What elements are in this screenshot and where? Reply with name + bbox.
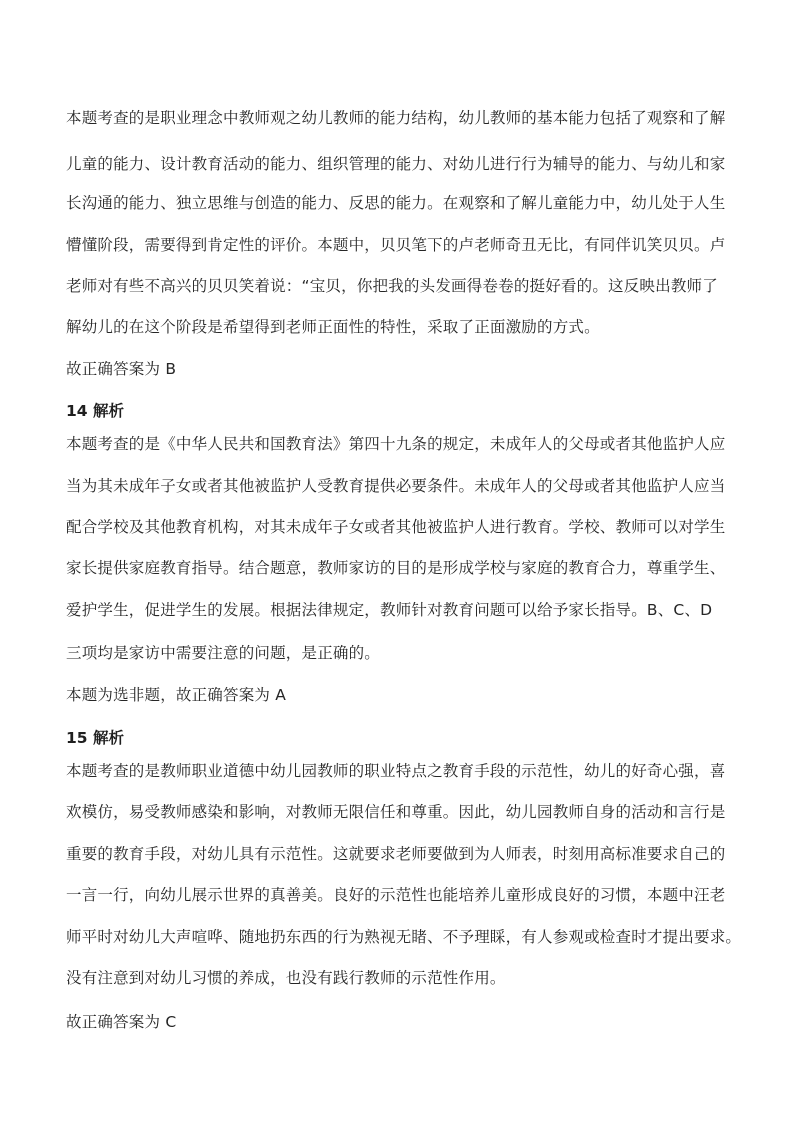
answer-line: 本题为选非题，故正确答案为 A	[66, 686, 287, 704]
answer-line: 故正确答案为 B	[66, 360, 177, 378]
section-heading: 15 解析	[66, 729, 124, 747]
paragraph-line: 本题考查的是《中华人民共和国教育法》第四十九条的规定，未成年人的父母或者其他监护人应	[66, 435, 726, 453]
section-heading: 14 解析	[66, 402, 124, 420]
paragraph-line: 本题考查的是教师职业道德中幼儿园教师的职业特点之教育手段的示范性，幼儿的好奇心强，喜	[66, 762, 726, 780]
paragraph-line: 家长提供家庭教育指导。结合题意，教师家访的目的是形成学校与家庭的教育合力，尊重学生、	[66, 559, 726, 577]
paragraph-line: 当为其未成年子女或者其他被监护人受教育提供必要条件。未成年人的父母或者其他监护人应当	[66, 477, 726, 495]
paragraph-line: 解幼儿的在这个阶段是希望得到老师正面性的特性，采取了正面激励的方式。	[66, 318, 600, 336]
paragraph-line: 欢模仿，易受教师感染和影响，对教师无限信任和尊重。因此，幼儿园教师自身的活动和言行是	[66, 803, 726, 821]
paragraph-line: 没有注意到对幼儿习惯的养成，也没有践行教师的示范性作用。	[66, 969, 506, 987]
paragraph-line: 老师对有些不高兴的贝贝笑着说：“宝贝，你把我的头发画得卷卷的挺好看的。这反映出教师了	[66, 277, 718, 295]
paragraph-line: 一言一行，向幼儿展示世界的真善美。良好的示范性也能培养儿童形成良好的习惯，本题中汪老	[66, 886, 726, 904]
paragraph-line: 儿童的能力、设计教育活动的能力、组织管理的能力、对幼儿进行行为辅导的能力、与幼儿和家	[66, 155, 726, 173]
paragraph-line: 爱护学生，促进学生的发展。根据法律规定，教师针对教育问题可以给予家长指导。B、C、D	[66, 601, 713, 619]
paragraph-line: 长沟通的能力、独立思维与创造的能力、反思的能力。在观察和了解儿童能力中，幼儿处于人生	[66, 194, 726, 212]
paragraph-line: 重要的教育手段，对幼儿具有示范性。这就要求老师要做到为人师表，时刻用高标准要求自己的	[66, 845, 726, 863]
paragraph-line: 懵懂阶段，需要得到肯定性的评价。本题中，贝贝笔下的卢老师奇丑无比，有同伴讥笑贝贝。卢	[66, 236, 726, 254]
paragraph-line: 三项均是家访中需要注意的问题，是正确的。	[66, 644, 381, 662]
paragraph-line: 本题考查的是职业理念中教师观之幼儿教师的能力结构，幼儿教师的基本能力包括了观察和了解	[66, 109, 726, 127]
answer-line: 故正确答案为 C	[66, 1013, 177, 1031]
paragraph-line: 师平时对幼儿大声喧哗、随地扔东西的行为熟视无睹、不予理睬，有人参观或检查时才提出要求。	[66, 928, 742, 946]
paragraph-line: 配合学校及其他教育机构，对其未成年子女或者其他被监护人进行教育。学校、教师可以对学生	[66, 518, 726, 536]
